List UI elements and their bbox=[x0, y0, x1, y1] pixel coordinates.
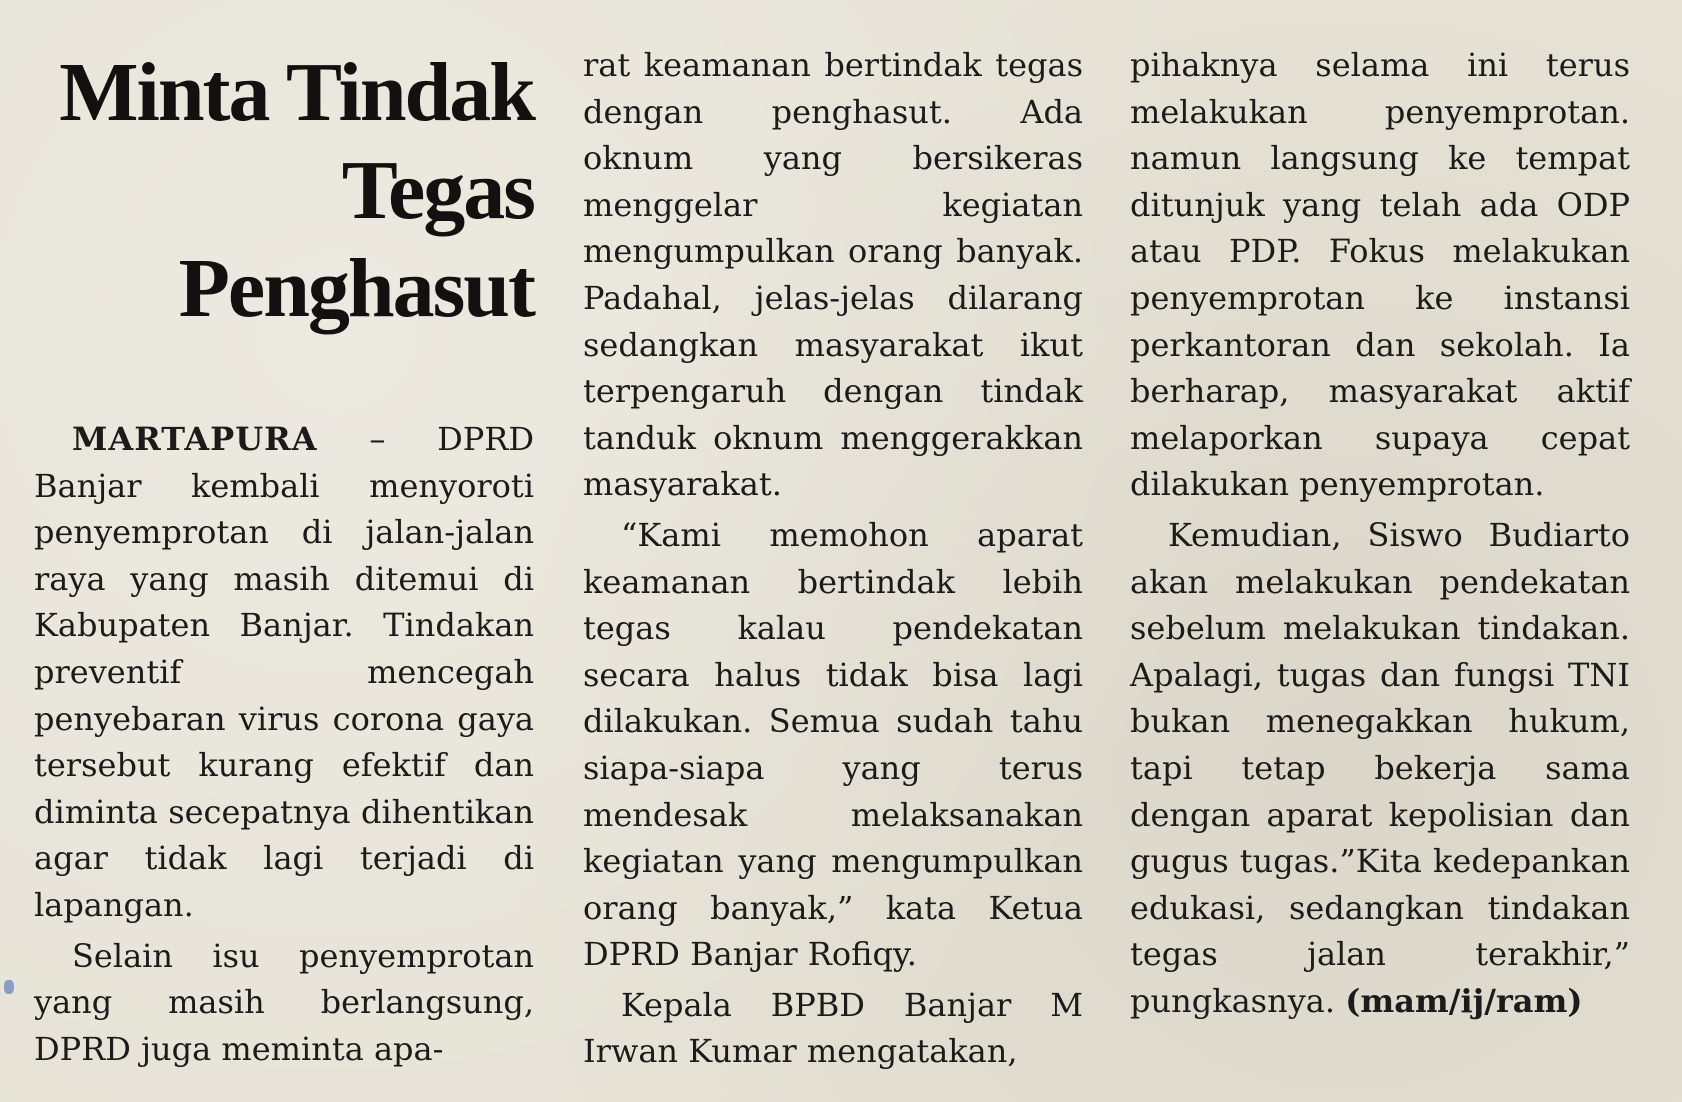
headline-line-2: Tegas bbox=[341, 144, 534, 237]
column-2-text bbox=[583, 42, 1083, 1075]
headline bbox=[34, 44, 534, 338]
paragraph: pihaknya selama ini terus melakukan penyemprotan. namun langsung ke tempat ditunjuk yang telah ada ODP atau PDP. Fokus melakukan penyemprotan ke instansi perkantoran dan sekolah. Ia berharap, masyarakat aktif melaporkan supaya cepat dilakukan penyemprotan. bbox=[1130, 46, 1630, 504]
paragraph-lead bbox=[34, 416, 534, 929]
author-credit: (mam/ij/ram) bbox=[1345, 981, 1583, 1020]
ink-smudge bbox=[4, 980, 14, 994]
paragraph: Kepala BPBD Banjar M Irwan Kumar mengatakan, bbox=[583, 985, 1083, 1071]
column-1-text bbox=[34, 416, 534, 1072]
lead-text: – DPRD Banjar kembali menyoroti penyemprotan di jalan-jalan raya yang masih ditemui di Kabupaten Banjar. Tindakan preventif mencegah penyebaran virus corona gaya tersebut kurang efektif dan diminta secepatnya dihentikan agar tidak lagi terjadi di lapangan. bbox=[34, 420, 534, 924]
paragraph-closing bbox=[1130, 512, 1630, 1025]
paragraph-quote: “Kami memohon aparat keamanan bertindak lebih tegas kalau pendekatan secara halus tidak bisa lagi dilakukan. Semua sudah tahu siapa-siapa yang terus mendesak melaksanakan kegiatan yang mengumpulkan orang banyak,” kata Ketua DPRD Banjar Rofiqy. bbox=[583, 515, 1083, 974]
dateline: MARTAPURA bbox=[72, 420, 318, 458]
column-3-text bbox=[1130, 42, 1630, 1024]
headline-line-3: Penghasut bbox=[178, 242, 534, 335]
closing-text: Kemudian, Siswo Budiarto akan melakukan pendekatan sebelum melakukan tindakan. Apalagi, tugas dan fungsi TNI bukan menegakkan hukum, tapi tetap bekerja sama dengan aparat kepolisian dan gugus tugas.”Kita kedepankan edukasi, sedangkan tindakan tegas jalan terakhir,” pungkasnya. bbox=[1130, 515, 1630, 1020]
headline-line-1: Minta Tindak bbox=[59, 46, 534, 139]
paragraph: Selain isu penyemprotan yang masih berlangsung, DPRD juga meminta apa- bbox=[34, 936, 534, 1068]
paragraph: rat keamanan bertindak tegas dengan penghasut. Ada oknum yang bersikeras menggelar kegiatan mengumpulkan orang banyak. Padahal, jelas-jelas dilarang sedangkan masyarakat ikut terpengaruh dengan tindak tanduk oknum menggerakkan masyarakat. bbox=[583, 46, 1083, 504]
